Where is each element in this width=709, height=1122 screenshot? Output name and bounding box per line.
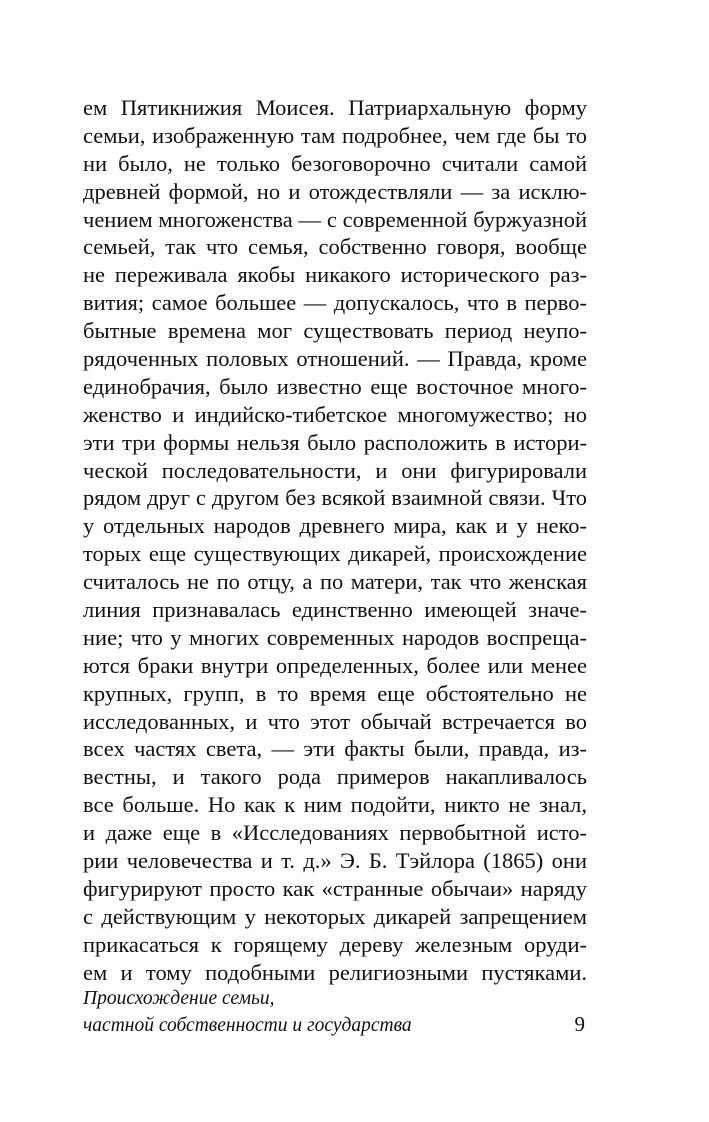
text-line: чением многоженства — с современной буржуазной bbox=[83, 206, 587, 232]
text-line: рии человечества и т. д.» Э. Б. Тэйлора (1865) они bbox=[83, 848, 587, 874]
footer-title-line-1: Происхождение семьи, bbox=[83, 988, 275, 1009]
page-number: 9 bbox=[574, 1012, 585, 1036]
text-line: фигурируют просто как «странные обычаи» наряду bbox=[83, 875, 587, 901]
text-line: эти три формы нельзя было расположить в истори- bbox=[83, 429, 587, 455]
footer-title-line-2: частной собственности и государства bbox=[83, 1015, 412, 1036]
text-line: с действующим у некоторых дикарей запрещением bbox=[83, 903, 587, 929]
text-line: семьи, изображенную там подробнее, чем где бы то bbox=[83, 122, 587, 148]
text-line: ются браки внутри определенных, более или менее bbox=[83, 652, 587, 678]
text-line: женство и индийско-тибетское многомужество; но bbox=[83, 401, 587, 427]
text-line: рядоченных половых отношений. — Правда, кроме bbox=[83, 346, 587, 372]
text-line: ем и тому подобными религиозными пустяками. bbox=[83, 959, 587, 985]
text-line: торых еще существующих дикарей, происхождение bbox=[83, 541, 587, 567]
text-line: бытные времена мог существовать период неупо- bbox=[83, 318, 587, 344]
text-line: у отдельных народов древнего мира, как и у неко- bbox=[83, 513, 587, 539]
text-line: линия признавалась единственно имеющей значе- bbox=[83, 597, 587, 623]
text-line: вестны, и такого рода примеров накапливалось bbox=[83, 764, 587, 790]
text-line: крупных, групп, в то время еще обстоятельно не bbox=[83, 680, 587, 706]
text-line: ем Пятикнижия Моисея. Патриархальную форму bbox=[83, 95, 587, 120]
text-line: ние; что у многих современных народов воспреща- bbox=[83, 624, 587, 650]
text-line: ческой последовательности, и они фигурировали bbox=[83, 457, 587, 483]
text-line: исследованных, и что этот обычай встречается во bbox=[83, 708, 587, 734]
text-line: не переживала якобы никакого исторического раз- bbox=[83, 262, 587, 288]
text-line: и даже еще в «Исследованиях первобытной исто- bbox=[83, 820, 587, 846]
text-line: прикасаться к горящему дереву железным оруди- bbox=[83, 931, 587, 957]
text-line: ни было, не только безоговорочно считали самой bbox=[83, 150, 587, 176]
text-line: всех частях света, — эти факты были, правда, из- bbox=[83, 736, 587, 762]
text-line: все больше. Но как к ним подойти, никто не знал, bbox=[83, 792, 587, 818]
text-line: древней формой, но и отождествляли — за исклю- bbox=[83, 178, 587, 204]
running-footer bbox=[83, 985, 587, 1039]
text-line: семьей, так что семья, собственно говоря, вообще bbox=[83, 234, 587, 260]
text-line: рядом друг с другом без всякой взаимной связи. Что bbox=[83, 485, 587, 511]
text-line: единобрачия, было известно еще восточное много- bbox=[83, 373, 587, 399]
text-line: вития; самое большее — допускалось, что в перво- bbox=[83, 290, 587, 316]
text-line: считалось не по отцу, а по матери, так что женская bbox=[83, 569, 587, 595]
body-text bbox=[83, 94, 587, 987]
